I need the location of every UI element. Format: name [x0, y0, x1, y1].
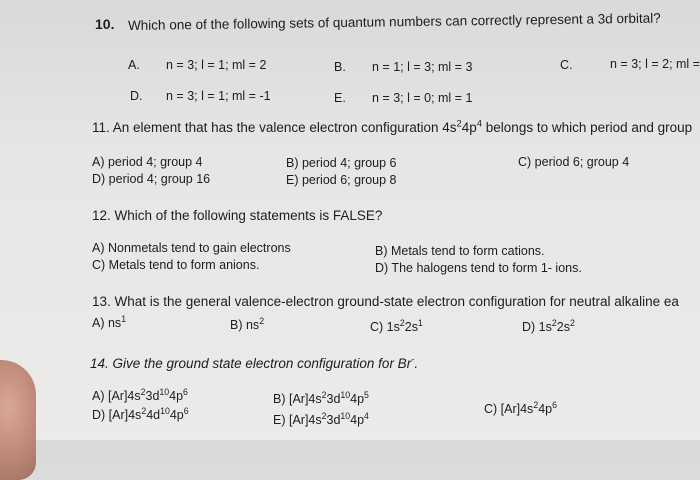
- q14-b-p2: 3d: [326, 392, 341, 406]
- q13-option-c-sup1: 2: [399, 317, 405, 328]
- q14-option-b: [273, 389, 369, 406]
- q14-d-s2: 10: [160, 405, 170, 416]
- q14-text-main: 14. Give the ground state electron configuration for Br: [90, 356, 412, 371]
- q11-text: [92, 120, 692, 135]
- q14-c-s1: 2: [533, 399, 539, 410]
- q14-a-p3: 4p: [169, 389, 184, 403]
- q10-option-e-letter: E.: [334, 91, 346, 105]
- q14-b-s2: 10: [340, 389, 351, 400]
- q14-a-s2: 10: [159, 386, 170, 397]
- q10-option-a-letter: A.: [128, 58, 140, 72]
- q14-d-p2: 4d: [146, 408, 161, 422]
- q14-option-e: [273, 410, 369, 427]
- q14-e-p3: 4p: [350, 413, 365, 427]
- q14-a-p2: 3d: [145, 389, 160, 403]
- q14-d-p3: 4p: [169, 408, 184, 422]
- q13-option-d: [522, 317, 575, 334]
- q11-text-mid: 4p: [461, 120, 477, 135]
- q14-text: [90, 356, 418, 371]
- q14-b-s3: 5: [364, 389, 369, 400]
- q10-option-b-letter: B.: [334, 60, 346, 74]
- q13-option-c-text: C) 1s: [370, 320, 400, 334]
- q14-b-p3: 4p: [350, 392, 365, 406]
- q11-text-start: 11. An element that has the valence electron configuration 4s: [92, 120, 457, 135]
- q11-option-e: E) period 6; group 8: [286, 173, 397, 187]
- q12-option-c: C) Metals tend to form anions.: [92, 258, 260, 272]
- q13-option-d-text: D) 1s: [522, 320, 552, 334]
- q14-option-c: [484, 399, 557, 416]
- q13-option-b: [230, 315, 265, 332]
- q13-option-c: [370, 317, 423, 334]
- q14-e-s2: 10: [340, 410, 351, 421]
- q12-option-a: A) Nonmetals tend to gain electrons: [92, 241, 291, 255]
- finger-photo-edge: [0, 360, 36, 480]
- q14-a-p1: A) [Ar]4s: [92, 389, 141, 403]
- q12-option-b: B) Metals tend to form cations.: [375, 244, 545, 258]
- q14-e-p1: E) [Ar]4s: [273, 413, 322, 427]
- q10-option-c-letter: C.: [560, 58, 573, 72]
- q14-text-end: .: [414, 356, 419, 371]
- q14-e-p2: 3d: [326, 413, 341, 427]
- q14-option-d: [92, 405, 189, 422]
- q14-text-sup: -: [411, 354, 415, 366]
- q14-a-s1: 2: [140, 386, 146, 397]
- q14-a-s3: 6: [183, 386, 188, 397]
- q11-text-end: belongs to which period and group: [482, 120, 693, 135]
- q10-option-a: n = 3; l = 1; ml = 2: [166, 58, 267, 72]
- q13-option-c-mid: 2s: [404, 320, 418, 334]
- q13-option-b-text: B) ns: [230, 318, 260, 332]
- q10-option-e: n = 3; l = 0; ml = 1: [372, 91, 473, 105]
- q13-option-c-sup2: 1: [417, 317, 423, 328]
- q10-option-c: n = 3; l = 2; ml =: [610, 57, 700, 71]
- q11-option-d: D) period 4; group 16: [92, 172, 211, 186]
- q10-option-d: n = 3; l = 1; ml = -1: [166, 89, 271, 103]
- q14-b-p1: B) [Ar]4s: [273, 392, 322, 406]
- q11-option-c: C) period 6; group 4: [518, 155, 630, 169]
- q14-c-p1: C) [Ar]4s: [484, 402, 534, 416]
- q13-text: 13. What is the general valence-electron ground-state electron configuration for neutral alkaline ea: [92, 294, 679, 309]
- q12-text: 12. Which of the following statements is FALSE?: [92, 208, 383, 223]
- q14-d-p1: D) [Ar]4s: [92, 408, 142, 422]
- q14-e-s1: 2: [321, 410, 327, 421]
- q13-option-d-sup2: 2: [569, 317, 575, 328]
- q13-option-b-sup: 2: [259, 315, 265, 326]
- q11-superscript-1: 2: [456, 118, 462, 130]
- q10-option-d-letter: D.: [130, 89, 143, 103]
- q13-option-d-mid: 2s: [556, 320, 570, 334]
- q14-b-s1: 2: [321, 389, 327, 400]
- q14-option-a: [92, 386, 188, 403]
- q13-option-a: [92, 313, 127, 330]
- q14-d-s1: 2: [141, 405, 147, 416]
- q13-option-a-text: A) ns: [92, 316, 122, 330]
- q14-d-s3: 6: [183, 405, 189, 416]
- q14-e-s3: 4: [364, 410, 369, 421]
- q10-text: Which one of the following sets of quantum numbers can correctly represent a 3d orbital?: [127, 10, 661, 33]
- q13-option-a-sup: 1: [121, 313, 127, 324]
- q14-c-p2: 4p: [538, 402, 553, 416]
- q11-superscript-2: 4: [476, 118, 483, 130]
- q12-option-d: D) The halogens tend to form 1- ions.: [375, 261, 582, 275]
- q11-option-b: B) period 4; group 6: [286, 156, 397, 170]
- q11-option-a: A) period 4; group 4: [92, 155, 203, 169]
- q10-number: 10.: [95, 16, 115, 32]
- q14-c-s2: 6: [552, 399, 557, 410]
- q10-option-b: n = 1; l = 3; ml = 3: [372, 60, 473, 74]
- q13-option-d-sup1: 2: [551, 317, 557, 328]
